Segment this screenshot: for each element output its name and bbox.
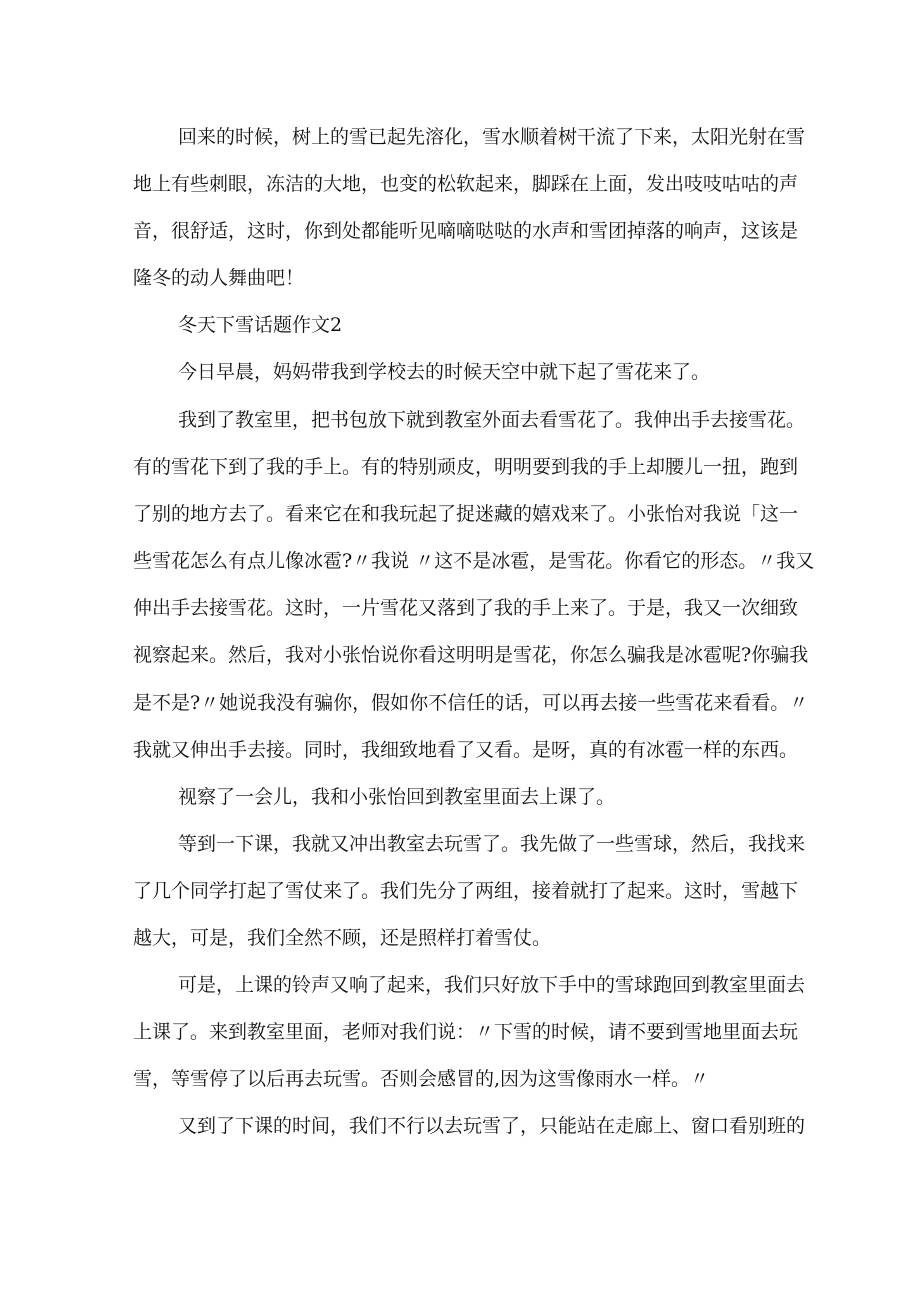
text-line: 隆冬的动人舞曲吧！: [133, 267, 305, 289]
heading-line: 冬天下雪话题作文2: [178, 314, 343, 336]
text-line: 伸出手去接雪花。这时，一片雪花又落到了我的手上来了。于是，我又一次细致: [133, 597, 799, 619]
text-line: 是不是?〃她说我没有骗你，假如你不信任的话，可以再去接一些雪花来看看。〃: [133, 692, 809, 714]
text-line: 视察了一会儿，我和小张怡回到教室里面去上课了。: [178, 786, 616, 808]
text-line: 我到了教室里，把书包放下就到教室外面去看雪花了。我伸出手去接雪花。: [178, 409, 806, 431]
text-line: 回来的时候，树上的雪已起先溶化，雪水顺着树干流了下来，太阳光射在雪: [178, 126, 806, 148]
text-line: 音，很舒适，这时，你到处都能听见嘀嘀哒哒的水声和雪团掉落的响声，这该是: [133, 220, 799, 242]
text-line: 今日早晨，妈妈带我到学校去的时候天空中就下起了雪花来了。: [178, 361, 711, 383]
text-line: 可是，上课的铃声又响了起来，我们只好放下手中的雪球跑回到教室里面去: [178, 974, 806, 996]
text-line: 地上有些刺眼，冻洁的大地，也变的松软起来，脚踩在上面，发出吱吱咕咕的声: [133, 173, 799, 195]
text-line: 等到一下课，我就又冲出教室去玩雪了。我先做了一些雪球，然后，我找来: [178, 833, 806, 855]
text-line: 越大，可是，我们全然不顾，还是照样打着雪仗。: [133, 927, 552, 949]
text-line: 视察起来。然后，我对小张怡说你看这明明是雪花，你怎么骗我是冰雹呢?你骗我: [133, 644, 809, 666]
text-line: 雪，等雪停了以后再去玩雪。否则会感冒的,因为这雪像雨水一样。〃: [133, 1068, 710, 1090]
text-line: 些雪花怎么有点儿像冰雹?〃我说 〃这不是冰雹，是雪花。你看它的形态。〃我又: [133, 550, 815, 572]
text-line: 上课了。来到教室里面，老师对我们说：〃下雪的时候，请不要到雪地里面去玩: [133, 1021, 799, 1043]
text-line: 我就又伸出手去接。同时，我细致地看了又看。是呀，真的有冰雹一样的东西。: [133, 739, 799, 761]
text-line: 了别的地方去了。看来它在和我玩起了捉迷藏的嬉戏来了。小张怡对我说「这一: [133, 503, 799, 525]
text-line: 了几个同学打起了雪仗来了。我们先分了两组，接着就打了起来。这时，雪越下: [133, 880, 799, 902]
text-line: 又到了下课的时间，我们不行以去玩雪了，只能站在走廊上、窗口看别班的: [178, 1115, 806, 1137]
text-line: 有的雪花下到了我的手上。有的特别顽皮，明明要到我的手上却腰儿一扭，跑到: [133, 456, 799, 478]
